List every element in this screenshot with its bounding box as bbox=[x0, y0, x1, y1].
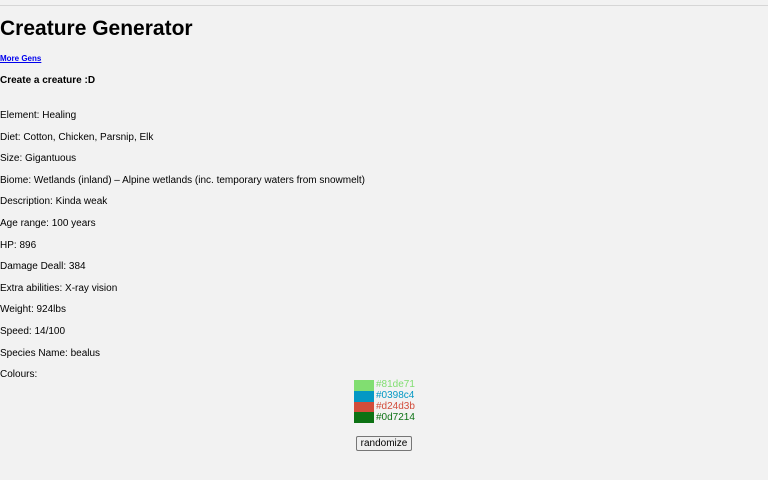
attr-biome: Biome: Wetlands (inland) – Alpine wetlands (inc. temporary waters from snowmelt) bbox=[0, 174, 365, 186]
colour-swatch bbox=[354, 412, 374, 423]
attr-extra-abilities: Extra abilities: X-ray vision bbox=[0, 282, 118, 294]
attr-diet: Diet: Cotton, Chicken, Parsnip, Elk bbox=[0, 131, 154, 143]
colour-swatch bbox=[354, 391, 374, 402]
colour-row bbox=[354, 402, 434, 413]
colour-code: #81de71 bbox=[376, 379, 415, 391]
page-title: Creature Generator bbox=[0, 17, 193, 40]
attribute-list bbox=[0, 110, 768, 369]
colours-label: Colours: bbox=[0, 369, 38, 380]
attr-element: Element: Healing bbox=[0, 110, 77, 121]
attr-age-range: Age range: 100 years bbox=[0, 217, 96, 229]
colour-row bbox=[354, 391, 434, 402]
randomize-container bbox=[0, 433, 768, 451]
colour-swatch bbox=[354, 402, 374, 413]
colour-code: #0398c4 bbox=[376, 390, 415, 402]
attr-weight: Weight: 924lbs bbox=[0, 304, 66, 316]
top-divider bbox=[0, 5, 768, 6]
attr-hp: HP: 896 bbox=[0, 239, 37, 251]
attr-size: Size: Gigantuous bbox=[0, 153, 77, 165]
colour-code: #0d7214 bbox=[376, 411, 415, 423]
intro-text: Create a creature :D bbox=[0, 75, 96, 86]
colour-swatch-list bbox=[354, 380, 434, 423]
attr-damage: Damage Deall: 384 bbox=[0, 261, 86, 273]
more-gens-container bbox=[0, 54, 768, 64]
more-gens-link[interactable]: More Gens bbox=[0, 54, 42, 63]
attr-speed: Speed: 14/100 bbox=[0, 325, 66, 337]
attr-description: Description: Kinda weak bbox=[0, 196, 108, 208]
colour-swatch bbox=[354, 380, 374, 391]
attr-species-name: Species Name: bealus bbox=[0, 347, 101, 359]
randomize-button[interactable]: randomize bbox=[356, 436, 413, 451]
colour-code: #d24d3b bbox=[376, 400, 415, 412]
colour-row bbox=[354, 380, 434, 391]
colour-row bbox=[354, 412, 434, 423]
